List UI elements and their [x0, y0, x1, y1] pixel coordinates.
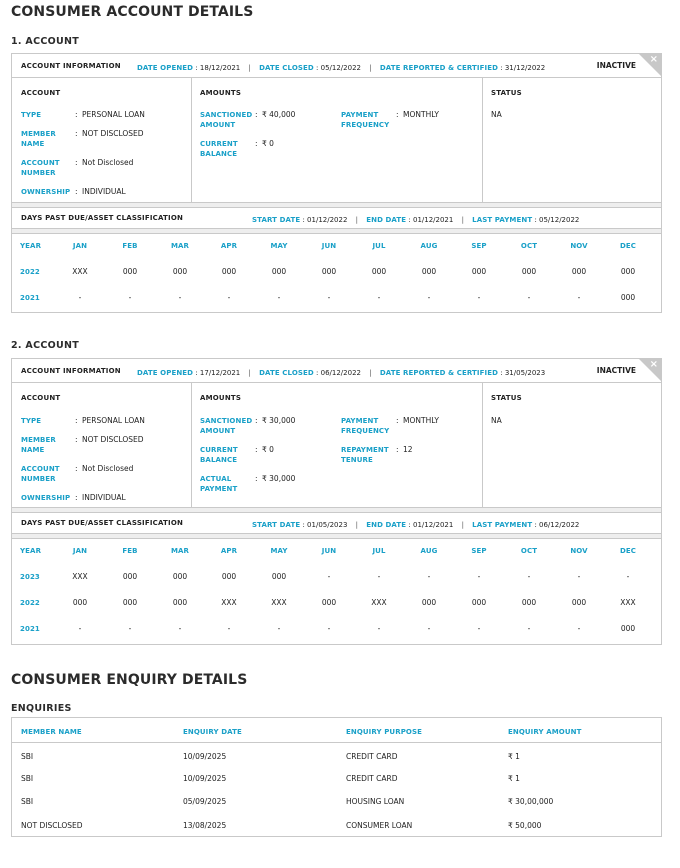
grid-month-feb: FEB	[122, 547, 138, 555]
date-reported-value: : 31/05/2023	[500, 369, 546, 377]
grid-month-sep: SEP	[471, 242, 487, 250]
grid-cell: 000	[271, 267, 287, 276]
separator: |	[369, 369, 372, 377]
close-icon[interactable]: ×	[649, 359, 658, 370]
grid-cell: XXX	[620, 598, 636, 607]
grid-cell: 000	[221, 572, 237, 581]
grid-cell: -	[277, 624, 281, 633]
colon: :	[396, 445, 399, 454]
grid-month-may: MAY	[270, 547, 288, 555]
sanctioned-label: SANCTIONED	[200, 111, 253, 119]
date-reported-label: DATE REPORTED & CERTIFIED	[379, 64, 499, 72]
date-opened-label: DATE OPENED	[137, 369, 194, 377]
grid-cell: -	[427, 293, 431, 302]
enquiry-cell: 13/08/2025	[183, 821, 227, 830]
dpd-title: DAYS PAST DUE/ASSET CLASSIFICATION	[21, 214, 184, 222]
enquiry-cell: ₹ 1	[508, 774, 520, 783]
grid-cell: 000	[72, 598, 88, 607]
grid-month-dec: DEC	[619, 242, 637, 250]
grid-year-header: YEAR	[20, 547, 42, 555]
ownership-label: OWNERSHIP	[21, 188, 71, 196]
colon: :	[75, 187, 78, 196]
payment-frequency-value: MONTHLY	[403, 110, 439, 119]
grid-year: 2022	[20, 268, 40, 276]
grid-cell: -	[377, 293, 381, 302]
grid-cell: 000	[321, 598, 337, 607]
account-number-label: ACCOUNT	[21, 159, 60, 167]
grid-month-apr: APR	[220, 242, 238, 250]
enquiry-cell: ₹ 30,00,000	[508, 797, 554, 806]
enquiry-subtitle: ENQUIRIES	[11, 703, 72, 714]
grid-cell: XXX	[371, 598, 387, 607]
colon: :	[75, 464, 78, 473]
separator: |	[355, 216, 358, 224]
actual-payment-value: ₹ 30,000	[262, 474, 296, 483]
enquiry-cell: 10/09/2025	[183, 774, 227, 783]
repayment-tenure-value: 12	[403, 445, 413, 454]
last-payment-value: : 05/12/2022	[534, 216, 580, 224]
date-reported-label: DATE REPORTED & CERTIFIED	[379, 369, 499, 377]
date-opened-value: : 18/12/2021	[195, 64, 241, 72]
payment-frequency-label-2: FREQUENCY	[341, 427, 390, 435]
grid-month-dec: DEC	[619, 547, 637, 555]
grid-cell: 000	[172, 572, 188, 581]
member-name-label: MEMBER	[21, 436, 56, 444]
grid-cell: -	[477, 572, 481, 581]
actual-payment-label-2: PAYMENT	[200, 485, 238, 493]
grid-cell: -	[427, 572, 431, 581]
close-icon[interactable]: ×	[649, 54, 658, 65]
grid-cell: -	[227, 293, 231, 302]
separator: |	[461, 216, 464, 224]
date-closed-label: DATE CLOSED	[259, 369, 314, 377]
enquiry-cell: ₹ 50,000	[508, 821, 542, 830]
grid-cell: -	[377, 624, 381, 633]
dpd-dates	[252, 520, 579, 530]
grid-year: 2023	[20, 573, 40, 581]
dpd-dates	[252, 215, 579, 225]
payment-frequency-label: PAYMENT	[341, 111, 379, 119]
type-value: PERSONAL LOAN	[82, 110, 145, 119]
grid-cell: 000	[620, 267, 636, 276]
grid-cell: XXX	[72, 267, 88, 276]
account-section-title: ACCOUNT	[21, 89, 61, 97]
colon: :	[255, 110, 258, 119]
grid-cell: -	[477, 624, 481, 633]
ownership-value: INDIVIDUAL	[82, 493, 126, 502]
member-name-label: MEMBER	[21, 130, 56, 138]
amounts-section-title: AMOUNTS	[200, 394, 242, 402]
grid-cell: 000	[620, 293, 636, 302]
grid-year: 2021	[20, 625, 40, 633]
grid-cell: 000	[620, 624, 636, 633]
grid-year-header: YEAR	[20, 242, 42, 250]
end-date-label: END DATE	[366, 216, 407, 224]
grid-cell: -	[178, 624, 182, 633]
sanctioned-value: ₹ 40,000	[262, 110, 296, 119]
grid-cell: 000	[571, 598, 587, 607]
status-section-title: STATUS	[491, 89, 522, 97]
last-payment-value: : 06/12/2022	[534, 521, 580, 529]
enquiry-cell: HOUSING LOAN	[346, 797, 405, 806]
repayment-tenure-label: REPAYMENT	[341, 446, 389, 454]
last-payment-label: LAST PAYMENT	[472, 216, 533, 224]
separator: |	[355, 521, 358, 529]
grid-cell: 000	[122, 598, 138, 607]
start-date-label: START DATE	[252, 216, 301, 224]
enquiry-cell: ₹ 1	[508, 752, 520, 761]
current-balance-value: ₹ 0	[262, 445, 274, 454]
sanctioned-value: ₹ 30,000	[262, 416, 296, 425]
separator: |	[369, 64, 372, 72]
status-value: NA	[491, 110, 502, 119]
enquiry-cell: 05/09/2025	[183, 797, 227, 806]
grid-cell: -	[128, 293, 132, 302]
grid-cell: XXX	[72, 572, 88, 581]
grid-cell: -	[178, 293, 182, 302]
grid-cell: 000	[371, 267, 387, 276]
member-name-label-2: NAME	[21, 446, 45, 454]
enquiry-cell: CREDIT CARD	[346, 752, 398, 761]
status-badge: INACTIVE	[596, 366, 636, 375]
grid-cell: 000	[271, 572, 287, 581]
grid-cell: -	[377, 572, 381, 581]
grid-cell: -	[527, 624, 531, 633]
account-number-value: Not Disclosed	[82, 464, 134, 473]
colon: :	[75, 158, 78, 167]
last-payment-label: LAST PAYMENT	[472, 521, 533, 529]
grid-cell: XXX	[271, 598, 287, 607]
start-date-label: START DATE	[252, 521, 301, 529]
account-info-title: ACCOUNT INFORMATION	[21, 62, 121, 70]
account-1-heading: 1. ACCOUNT	[11, 36, 80, 47]
colon: :	[255, 416, 258, 425]
account-2-card	[11, 358, 662, 645]
member-name-value: NOT DISCLOSED	[82, 435, 144, 444]
separator: |	[248, 369, 251, 377]
account-number-value: Not Disclosed	[82, 158, 134, 167]
end-date-value: : 01/12/2021	[408, 216, 454, 224]
grid-month-oct: OCT	[520, 547, 538, 555]
dpd-title: DAYS PAST DUE/ASSET CLASSIFICATION	[21, 519, 184, 527]
status-value: NA	[491, 416, 502, 425]
ownership-value: INDIVIDUAL	[82, 187, 126, 196]
date-reported-value: : 31/12/2022	[500, 64, 546, 72]
grid-month-may: MAY	[270, 242, 288, 250]
account-1-card	[11, 53, 662, 313]
type-label: TYPE	[21, 111, 42, 119]
colon: :	[75, 110, 78, 119]
colon: :	[75, 435, 78, 444]
date-closed-value: : 06/12/2022	[316, 369, 361, 377]
grid-cell: -	[327, 624, 331, 633]
actual-payment-label: ACTUAL	[200, 475, 232, 483]
ownership-label: OWNERSHIP	[21, 494, 71, 502]
separator: |	[461, 521, 464, 529]
enquiry-col-purpose: ENQUIRY PURPOSE	[346, 728, 423, 736]
grid-cell: -	[78, 293, 82, 302]
end-date-value: : 01/12/2021	[408, 521, 454, 529]
grid-cell: 000	[122, 267, 138, 276]
grid-cell: -	[128, 624, 132, 633]
colon: :	[75, 493, 78, 502]
grid-month-sep: SEP	[471, 547, 487, 555]
grid-month-feb: FEB	[122, 242, 138, 250]
grid-month-nov: NOV	[570, 547, 588, 555]
account-section-title: ACCOUNT	[21, 394, 61, 402]
date-closed-label: DATE CLOSED	[259, 64, 314, 72]
dpd-header	[12, 208, 661, 228]
grid-cell: 000	[172, 267, 188, 276]
grid-cell: XXX	[221, 598, 237, 607]
grid-cell: 000	[221, 267, 237, 276]
colon: :	[255, 474, 258, 483]
enquiry-header	[12, 718, 661, 743]
colon: :	[255, 445, 258, 454]
status-section-title: STATUS	[491, 394, 522, 402]
grid-cell: -	[327, 293, 331, 302]
current-balance-label: CURRENT	[200, 446, 238, 454]
account-number-label-2: NUMBER	[21, 169, 56, 177]
grid-cell: 000	[471, 267, 487, 276]
grid-cell: -	[427, 624, 431, 633]
colon: :	[396, 110, 399, 119]
enquiry-cell: SBI	[21, 774, 34, 783]
enquiry-cell: 10/09/2025	[183, 752, 227, 761]
account-info-bar	[12, 54, 661, 78]
sanctioned-label: SANCTIONED	[200, 417, 253, 425]
grid-month-jun: JUN	[321, 242, 337, 250]
grid-cell: 000	[571, 267, 587, 276]
enquiry-cell: CREDIT CARD	[346, 774, 398, 783]
grid-cell: 000	[471, 598, 487, 607]
grid-cell: -	[577, 624, 581, 633]
page-title: CONSUMER ACCOUNT DETAILS	[11, 4, 254, 20]
account-number-label-2: NUMBER	[21, 475, 56, 483]
grid-month-mar: MAR	[170, 547, 190, 555]
account-number-label: ACCOUNT	[21, 465, 60, 473]
grid-month-oct: OCT	[520, 242, 538, 250]
enquiry-cell: SBI	[21, 752, 34, 761]
colon: :	[396, 416, 399, 425]
enquiry-title: CONSUMER ENQUIRY DETAILS	[11, 672, 248, 688]
account-info-title: ACCOUNT INFORMATION	[21, 367, 121, 375]
account-dates	[137, 368, 545, 378]
payment-frequency-label-2: FREQUENCY	[341, 121, 390, 129]
grid-month-jan: JAN	[72, 547, 88, 555]
colon: :	[255, 139, 258, 148]
account-dates	[137, 63, 545, 73]
grid-cell: -	[78, 624, 82, 633]
account-2-heading: 2. ACCOUNT	[11, 340, 80, 351]
grid-month-apr: APR	[220, 547, 238, 555]
grid-cell: 000	[321, 267, 337, 276]
grid-cell: -	[577, 293, 581, 302]
sanctioned-label-2: AMOUNT	[200, 427, 236, 435]
enquiry-col-amount: ENQUIRY AMOUNT	[508, 728, 582, 736]
grid-month-mar: MAR	[170, 242, 190, 250]
grid-cell: 000	[122, 572, 138, 581]
type-value: PERSONAL LOAN	[82, 416, 145, 425]
grid-cell: 000	[172, 598, 188, 607]
grid-cell: -	[527, 572, 531, 581]
status-badge: INACTIVE	[596, 61, 636, 70]
grid-month-nov: NOV	[570, 242, 588, 250]
member-name-label-2: NAME	[21, 140, 45, 148]
enquiry-cell: CONSUMER LOAN	[346, 821, 413, 830]
current-balance-label-2: BALANCE	[200, 150, 238, 158]
grid-month-jan: JAN	[72, 242, 88, 250]
start-date-value: : 01/05/2023	[302, 521, 348, 529]
grid-cell: 000	[421, 598, 437, 607]
dpd-header	[12, 513, 661, 533]
current-balance-value: ₹ 0	[262, 139, 274, 148]
grid-cell: -	[227, 624, 231, 633]
grid-cell: -	[577, 572, 581, 581]
date-closed-value: : 05/12/2022	[316, 64, 361, 72]
type-label: TYPE	[21, 417, 42, 425]
end-date-label: END DATE	[366, 521, 407, 529]
date-opened-value: : 17/12/2021	[195, 369, 241, 377]
amounts-section-title: AMOUNTS	[200, 89, 242, 97]
enquiry-col-member: MEMBER NAME	[21, 728, 82, 736]
separator: |	[248, 64, 251, 72]
repayment-tenure-label-2: TENURE	[341, 456, 373, 464]
grid-month-jul: JUL	[372, 547, 386, 555]
grid-month-aug: AUG	[420, 242, 438, 250]
current-balance-label-2: BALANCE	[200, 456, 238, 464]
grid-cell: 000	[521, 267, 537, 276]
grid-cell: 000	[421, 267, 437, 276]
start-date-value: : 01/12/2022	[302, 216, 348, 224]
enquiry-cell: SBI	[21, 797, 34, 806]
enquiry-table	[11, 717, 662, 837]
enquiry-cell: NOT DISCLOSED	[21, 821, 83, 830]
grid-month-aug: AUG	[420, 547, 438, 555]
grid-year: 2022	[20, 599, 40, 607]
current-balance-label: CURRENT	[200, 140, 238, 148]
colon: :	[75, 129, 78, 138]
colon: :	[75, 416, 78, 425]
payment-frequency-label: PAYMENT	[341, 417, 379, 425]
grid-year: 2021	[20, 294, 40, 302]
member-name-value: NOT DISCLOSED	[82, 129, 144, 138]
grid-cell: -	[277, 293, 281, 302]
account-info-bar	[12, 359, 661, 383]
grid-month-jul: JUL	[372, 242, 386, 250]
payment-frequency-value: MONTHLY	[403, 416, 439, 425]
grid-cell: 000	[521, 598, 537, 607]
enquiry-col-date: ENQUIRY DATE	[183, 728, 242, 736]
grid-cell: -	[626, 572, 630, 581]
grid-cell: -	[527, 293, 531, 302]
grid-cell: -	[327, 572, 331, 581]
sanctioned-label-2: AMOUNT	[200, 121, 236, 129]
date-opened-label: DATE OPENED	[137, 64, 194, 72]
grid-month-jun: JUN	[321, 547, 337, 555]
grid-cell: -	[477, 293, 481, 302]
